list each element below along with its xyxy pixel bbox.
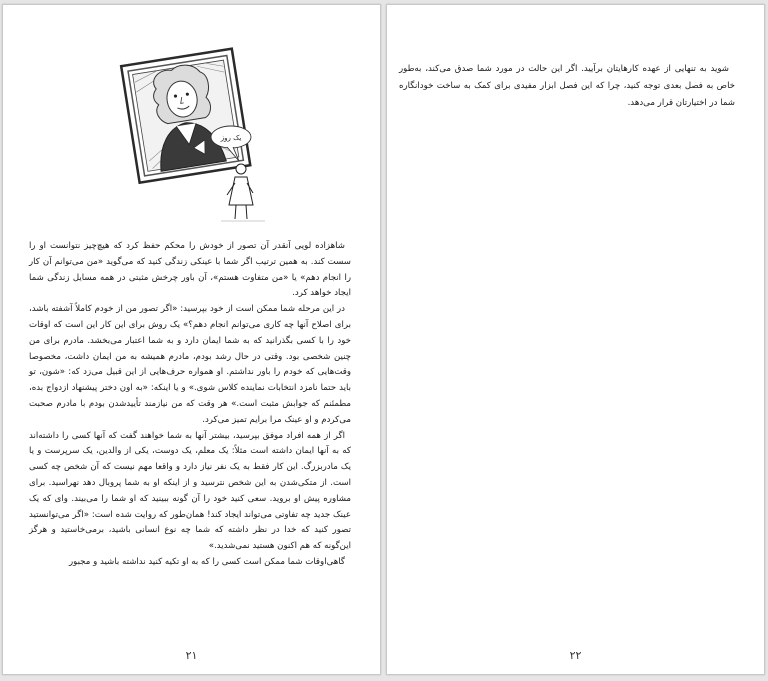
right-page	[386, 4, 765, 675]
left-page-text	[29, 239, 351, 571]
page-number: ۲۱	[185, 649, 198, 662]
speech-bubble-text: یک روز	[220, 134, 242, 142]
left-page	[2, 4, 381, 675]
right-page-text	[399, 61, 735, 112]
page-number: ۲۲	[569, 649, 582, 662]
paragraph: شوید به تنهایی از عهده کارهایتان برآیید. اگر این حالت در مورد شما صدق می‌کند، به‌طور خاص به فصل بعدی توجه کنید، چرا که این فصل ابزار مفیدی برای کمک به ساخت خودانگاره شما در اختیارتان قرار می‌دهد.	[399, 64, 735, 108]
paragraph: شاهزاده لویی آنقدر آن تصور از خودش را محکم حفظ کرد که هیچ‌چیز نتوانست او را سست کند. به همین ترتیب اگر شما با عینکی زندگی کنید که می‌گوید «من می‌توانم آن کار را انجام دهم» یا «من متفاوت هستم»، آن باور چرخش مثبتی در همه مسایل زندگی شما ایجاد خواهد کرد.	[29, 241, 351, 299]
paragraph: گاهی‌اوقات شما ممکن است کسی را که به او تکیه کنید نداشته باشید و مجبور	[69, 556, 345, 567]
paragraph: در این مرحله شما ممکن است از خود بپرسید: «اگر تصور من از خودم کاملاً آشفته باشد، برای اصلاح آنها چه کاری می‌توانم انجام دهم؟» یک روش برای این کار این است که اوقات خود را با کسی بگذرانید که به شما ایمان دارد و به شما اعتبار می‌بخشد. مادرم برای من چنین شخصی بود. وقتی در حال رشد بودم، مادرم همیشه به من ایمان داشت، مخصوصا وقت‌هایی که خودم را باور نداشتم. او همواره حرف‌هایی از این قبیل می‌زد که: «شون، تو باید حتما نامزد انتخابات نماینده کلاس شوی.» و یا اینکه: «به اون دختر پیشنهاد ازدواج بده، مطمئنم که جوابش مثبت است.» هر وقت که من نیازمند تأییدشدن بودم با مادرم صحبت می‌کردم و او عینک مرا برایم تمیز می‌کرد.	[29, 304, 351, 425]
paragraph: اگر از همه افراد موفق بپرسید، بیشتر آنها به شما خواهند گفت که آنها کسی را داشته‌اند که به آنها ایمان داشته است مثلاً: یک معلم، یک دوست، یکی از والدین، یک سرپرست و یا یک مادربزرگ. این کار فقط به یک نفر نیاز دارد و واقعا مهم نیست که آن شخص چه کسی است. از متکی‌شدن به این شخص نترسید و از اینکه او به شما پروبال دهد نهراسید. برای مشاوره پیش او بروید. سعی کنید خود را آن گونه ببینید که او شما را می‌بیند. وای که یک عینک جدید چه تفاوتی می‌تواند ایجاد کند! همان‌طور که روایت شده است: «اگر می‌توانستید تصور کنید که خدا در نظر داشته که شما چه نوع انسانی باشید، برمی‌خاستید و هرگز این‌گونه که هم اکنون هستید نمی‌شدید.»	[29, 430, 351, 552]
framed-portrait-illustration-icon	[103, 45, 293, 227]
